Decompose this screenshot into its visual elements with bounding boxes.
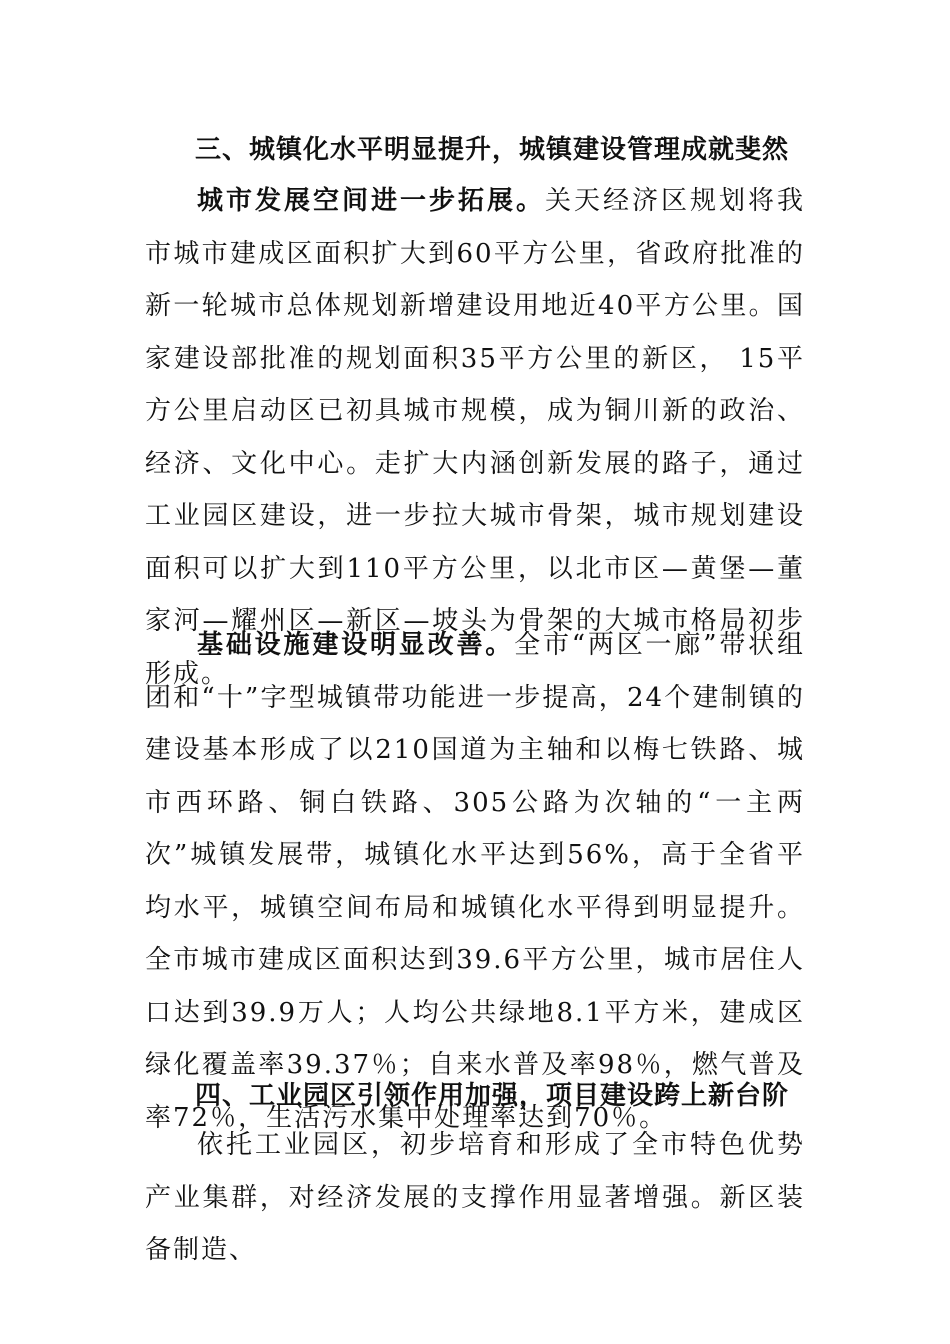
paragraph-lead: 基础设施建设明显改善。 [197,630,515,660]
paragraph-lead: 城市发展空间进一步拓展。 [197,186,545,216]
section-3-heading: 三、城镇化水平明显提升，城镇建设管理成就斐然 [195,135,790,165]
section-4-heading: 四、工业园区引领作用加强，项目建设跨上新台阶 [195,1081,790,1111]
section-3-paragraph-2 [145,619,805,1144]
paragraph-body: 关天经济区规划将我市城市建成区面积扩大到60平方公里，省政府批准的新一轮城市总体规划新增建设用地近40平方公里。国家建设部批准的规划面积35平方公里的新区， 15平方公里启动区已初具城市规模，成为铜川新的政治、经济、文化中心。走扩大内涵创新发展的路子，通过工业园区建设，进一步拉大城市骨架，城市规划建设面积可以扩大到110平方公里，以北市区—黄堡—董家河—耀州区—新区—坡头为骨架的大城市格局初步形成。 [145,186,805,689]
section-4-paragraph-1 [145,1119,805,1277]
paragraph-body: 全市“两区一廊”带状组团和“十”字型城镇带功能进一步提高，24个建制镇的建设基本形成了以210国道为主轴和以梅七铁路、城市西环路、铜白铁路、305公路为次轴的“一主两次”城镇发展带，城镇化水平达到56%，高于全省平均水平，城镇空间布局和城镇化水平得到明显提升。全市城市建成区面积达到39.6平方公里，城市居住人口达到39.9万人；人均公共绿地8.1平方米，建成区绿化覆盖率39.37％；自来水普及率98％，燃气普及率72％，生活污水集中处理率达到70％。 [145,630,805,1133]
paragraph-body: 依托工业园区，初步培育和形成了全市特色优势产业集群，对经济发展的支撑作用显著增强。新区装备制造、 [145,1130,805,1265]
